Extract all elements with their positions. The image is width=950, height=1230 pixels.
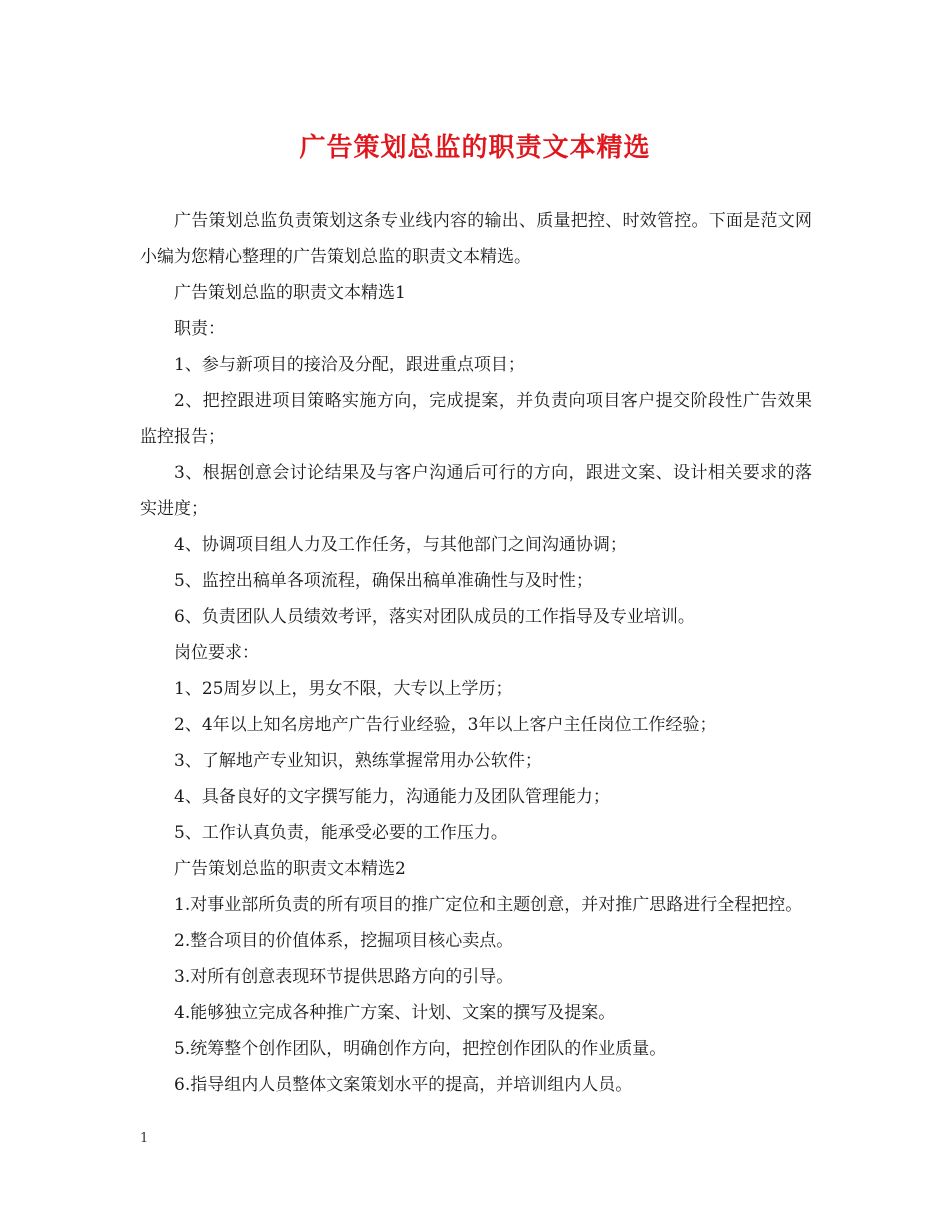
section2-item-2: 2.整合项目的价值体系，挖掘项目核心卖点。: [174, 931, 514, 951]
duty-item-3: 3、根据创意会讨论结果及与客户沟通后可行的方向，跟进文案、设计相关要求的落实进度；: [140, 463, 812, 519]
section2-item-1: 1.对事业部所负责的所有项目的推广定位和主题创意，并对推广思路进行全程把控。: [174, 895, 803, 915]
requirement-item-4: 4、具备良好的文字撰写能力，沟通能力及团队管理能力；: [174, 787, 610, 807]
duties-label: 职责：: [174, 319, 225, 339]
duty-item-6: 6、负责团队人员绩效考评，落实对团队成员的工作指导及专业培训。: [174, 607, 695, 627]
section2-item-6: 6.指导组内人员整体文案策划水平的提高，并培训组内人员。: [174, 1075, 633, 1095]
duty-item-4: 4、协调项目组人力及工作任务，与其他部门之间沟通协调；: [174, 535, 627, 555]
duty-item-1: 1、参与新项目的接洽及分配，跟进重点项目；: [174, 355, 525, 375]
section-heading-2: 广告策划总监的职责文本精选2: [174, 859, 406, 879]
requirement-item-5: 5、工作认真负责，能承受必要的工作压力。: [174, 823, 508, 843]
section-heading-1: 广告策划总监的职责文本精选1: [174, 283, 406, 303]
requirement-item-2: 2、4年以上知名房地产广告行业经验，3年以上客户主任岗位工作经验；: [174, 715, 717, 735]
section2-item-3: 3.对所有创意表现环节提供思路方向的引导。: [174, 967, 514, 987]
page-number: 1: [140, 1131, 149, 1146]
requirement-item-1: 1、25周岁以上，男女不限，大专以上学历；: [174, 679, 513, 699]
requirement-item-3: 3、了解地产专业知识，熟练掌握常用办公软件；: [174, 751, 542, 771]
document-body: [140, 203, 812, 1103]
intro-paragraph: 广告策划总监负责策划这条专业线内容的输出、质量把控、时效管控。下面是范文网小编为您精心整理的广告策划总监的职责文本精选。: [140, 211, 812, 267]
document-title: 广告策划总监的职责文本精选: [299, 133, 651, 163]
requirements-label: 岗位要求：: [174, 643, 259, 663]
section2-item-5: 5.统筹整个创作团队，明确创作方向，把控创作团队的作业质量。: [174, 1039, 667, 1059]
duty-item-2: 2、把控跟进项目策略实施方向，完成提案，并负责向项目客户提交阶段性广告效果监控报告；: [140, 391, 812, 447]
duty-item-5: 5、监控出稿单各项流程，确保出稿单准确性与及时性；: [174, 571, 593, 591]
section2-item-4: 4.能够独立完成各种推广方案、计划、文案的撰写及提案。: [174, 1003, 616, 1023]
